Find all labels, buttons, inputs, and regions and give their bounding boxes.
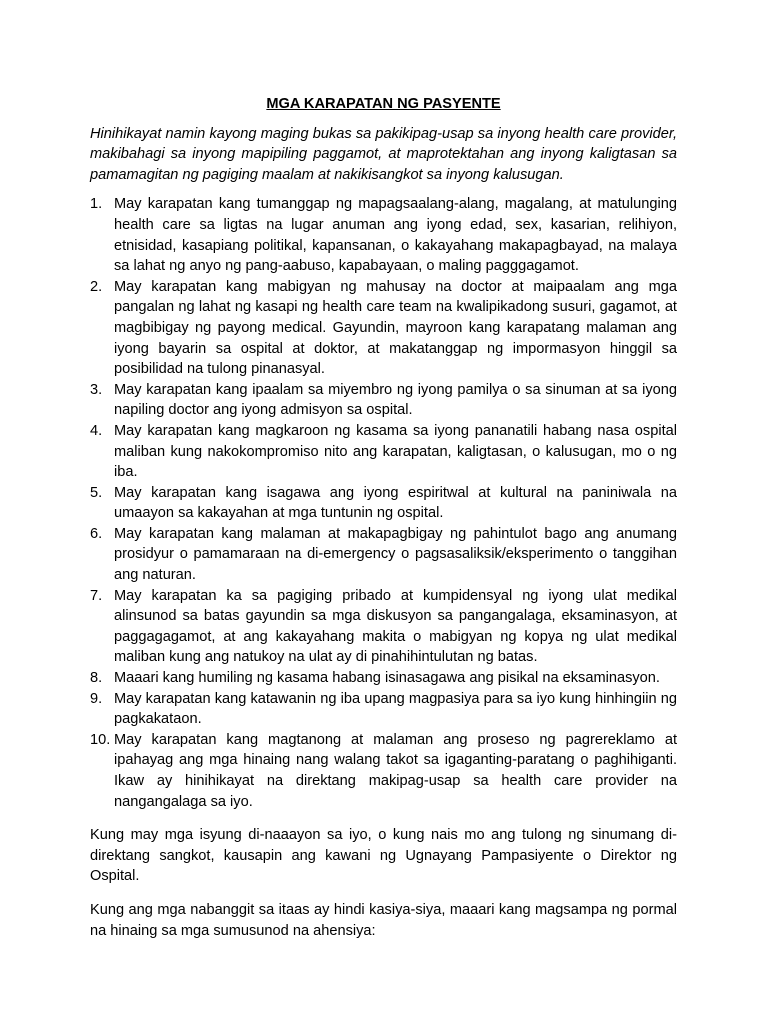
contact-paragraph: Kung may mga isyung di-naaayon sa iyo, o kung nais mo ang tulong ng sinumang di-direktang sangkot, kausapin ang kawani ng Ugnayang Pampasiyente o Direktor ng Ospital. bbox=[90, 827, 677, 885]
item-text: May karapatan kang ipaalam sa miyembro ng iyong pamilya o sa sinuman at sa iyong napiling doctor ang iyong admisyon sa ospital. bbox=[114, 381, 677, 419]
list-item bbox=[90, 277, 677, 380]
document-page bbox=[90, 94, 677, 941]
item-text: May karapatan kang katawanin ng iba upang magpasiya para sa iyo kung hinhingiin ng pagkakataon. bbox=[114, 690, 677, 728]
item-text: May karapatan kang magkaroon ng kasama sa iyong pananatili habang nasa ospital maliban kung nakokompromiso nito ang karapatan, kaligtasan, o kalusugan, mo o ng iba. bbox=[114, 422, 677, 481]
complaint-paragraph: Kung ang mga nabanggit sa itaas ay hindi kasiya-siya, maaari kang magsampa ng pormal na hinaing sa mga sumusunod na ahensiya: bbox=[90, 901, 677, 939]
rights-list bbox=[90, 194, 677, 812]
document-title: MGA KARAPATAN NG PASYENTE bbox=[266, 96, 501, 112]
list-item bbox=[90, 668, 677, 689]
item-number: 7. bbox=[90, 587, 103, 604]
item-text: May karapatan kang isagawa ang iyong espiritwal at kultural na paniniwala na umaayon sa kakayahan at mga tuntunin ng ospital. bbox=[114, 484, 677, 522]
list-item bbox=[90, 483, 677, 524]
list-item bbox=[90, 421, 677, 483]
item-text: May karapatan ka sa pagiging pribado at kumpidensyal ng iyong ulat medikal alinsunod sa batas gayundin sa mga diskusyon sa pangangalaga, eksaminasyon, at paggagagamot, at ang kakayahang makita o mabigyan ng kopya ng ulat medikal maliban kung ang natukoy na ulat ay di pinahihintulutan ng batas. bbox=[114, 587, 677, 666]
list-item bbox=[90, 524, 677, 586]
item-text: May karapatan kang magtanong at malaman ang proseso ng pagrereklamo at ipahayag ang mga hinaing nang walang takot sa igaganting-paratang o paghihiganti. Ikaw ay hinihikayat na direktang makipag-usap sa health care provider na nangangalaga sa iyo. bbox=[114, 731, 677, 810]
intro-paragraph: Hinihikayat namin kayong maging bukas sa pakikipag-usap sa inyong health care provider, makibahagi sa inyong mapipiling paggamot, at maprotektahan ang inyong kaligtasan sa pamamagitan ng pagiging maalam at nakikisangkot sa inyong kalusugan. bbox=[90, 125, 677, 183]
item-number: 3. bbox=[90, 381, 103, 398]
list-item bbox=[90, 730, 677, 812]
list-item bbox=[90, 586, 677, 668]
item-number: 4. bbox=[90, 422, 103, 439]
item-number: 8. bbox=[90, 670, 103, 687]
list-item bbox=[90, 689, 677, 730]
item-number: 10. bbox=[90, 731, 111, 748]
item-number: 5. bbox=[90, 484, 103, 501]
item-text: May karapatan kang mabigyan ng mahusay na doctor at maipaalam ang mga pangalan ng lahat ng kasapi ng health care team na kwalipikadong susuri, gagamot, at magbibigay ng payong medical. Gayundin, mayroon kang karapatang malaman ang iyong bayarin sa ospital at doktor, at makatanggap ng impormasyon hinggil sa posibilidad na tulong pinanasyal. bbox=[114, 278, 677, 378]
item-text: May karapatan kang tumanggap ng mapagsaalang-alang, magalang, at matulunging health care sa ligtas na lugar anuman ang iyong edad, sex, kasarian, relihiyon, etnisidad, kasapiang politikal, kapansanan, o kakayahang makapagbayad, na malaya sa lahat ng anyo ng pang-aabuso, kapabayaan, o maling pagggagamot. bbox=[114, 196, 677, 275]
list-item bbox=[90, 380, 677, 421]
item-text: Maaari kang humiling ng kasama habang isinasagawa ang pisikal na eksaminasyon. bbox=[114, 670, 660, 687]
list-item bbox=[90, 194, 677, 276]
item-number: 1. bbox=[90, 196, 103, 213]
item-number: 2. bbox=[90, 278, 103, 295]
item-text: May karapatan kang malaman at makapagbigay ng pahintulot bago ang anumang prosidyur o pamamaraan na di-emergency o pagsasaliksik/eksperimento o tanggihan ang naturan. bbox=[114, 525, 677, 584]
item-number: 6. bbox=[90, 525, 103, 542]
item-number: 9. bbox=[90, 690, 103, 707]
